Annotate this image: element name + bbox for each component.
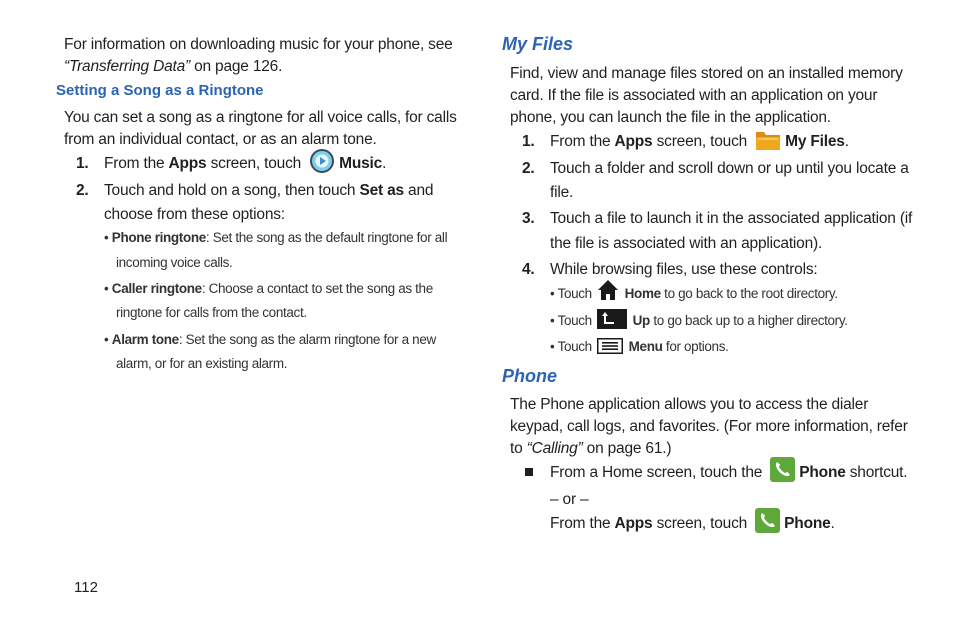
my-files-paragraph-line-3: phone, you can launch the file in the application. (510, 109, 831, 126)
music-app-icon[interactable] (309, 148, 335, 174)
step-1-text: From the Apps screen, touch Music. (104, 153, 386, 175)
my-files-step-2-line-2: file. (550, 184, 574, 201)
control-up: • Touch Up to go back up to a higher directory. (550, 313, 848, 329)
control-home: • Touch Home to go back to the root directory. (550, 286, 838, 301)
my-files-paragraph-line-1: Find, view and manage files stored on an installed memory (510, 65, 903, 82)
ringtone-paragraph-line-1: You can set a song as a ringtone for all voice calls, for calls (64, 109, 457, 126)
option-phone-ringtone-line-2: incoming voice calls. (116, 255, 233, 270)
up-directory-icon[interactable] (597, 309, 627, 329)
intro-line-1: For information on downloading music for your phone, see (64, 36, 453, 53)
phone-icon[interactable] (770, 457, 795, 482)
phone-paragraph-line-2: keypad, call logs, and favorites. (For more information, refer (510, 418, 908, 435)
option-caller-ringtone: • Caller ringtone: Choose a contact to set the song as the (104, 281, 433, 296)
or-separator: – or – (550, 491, 589, 508)
square-bullet-icon (525, 468, 533, 476)
control-menu: • Touch Menu for options. (550, 339, 729, 354)
phone-icon[interactable] (755, 508, 780, 533)
step-2-text: Touch and hold on a song, then touch Set as and (104, 182, 434, 199)
phone-heading: Phone (502, 366, 558, 386)
phone-item: From a Home screen, touch the Phone shortcut. (550, 462, 907, 484)
step-number: 1. (522, 133, 535, 150)
my-files-step-3-line-1: Touch a file to launch it in the associated application (if (550, 210, 913, 227)
calling-link[interactable]: “Calling” (526, 440, 583, 457)
my-files-step-2-line-1: Touch a folder and scroll down or up until you locate a (550, 160, 909, 177)
option-alarm-tone-line-2: alarm, or for an existing alarm. (116, 356, 288, 371)
step-number: 4. (522, 261, 535, 278)
my-files-heading: My Files (502, 34, 574, 54)
step-number: 1. (76, 155, 89, 172)
my-files-step-1: From the Apps screen, touch My Files. (550, 131, 849, 153)
step-number: 2. (522, 160, 535, 177)
menu-icon[interactable] (597, 338, 623, 354)
option-alarm-tone: • Alarm tone: Set the song as the alarm ringtone for a new (104, 332, 436, 347)
phone-paragraph-line-1: The Phone application allows you to access the dialer (510, 396, 869, 413)
phone-alt-item: From the Apps screen, touch Phone. (550, 513, 835, 535)
option-phone-ringtone: • Phone ringtone: Set the song as the default ringtone for all (104, 230, 448, 245)
step-2-text-line-2: choose from these options: (104, 206, 285, 223)
page-number: 112 (74, 579, 98, 596)
step-number: 3. (522, 210, 535, 227)
ringtone-heading: Setting a Song as a Ringtone (56, 82, 264, 99)
phone-paragraph-line-3: to “Calling” on page 61.) (510, 440, 672, 457)
folder-icon[interactable] (755, 129, 781, 151)
my-files-step-3-line-2: the file is associated with an application). (550, 235, 823, 252)
intro-line-2: “Transferring Data” on page 126. (64, 58, 283, 75)
my-files-step-4: While browsing files, use these controls: (550, 261, 818, 278)
home-icon[interactable] (597, 279, 619, 301)
step-number: 2. (76, 182, 89, 199)
my-files-paragraph-line-2: card. If the file is associated with an application on your (510, 87, 878, 104)
option-caller-ringtone-line-2: ringtone for calls from the contact. (116, 305, 307, 320)
transferring-data-link[interactable]: “Transferring Data” (64, 58, 190, 75)
ringtone-paragraph-line-2: from an individual contact, or as an alarm tone. (64, 131, 377, 148)
